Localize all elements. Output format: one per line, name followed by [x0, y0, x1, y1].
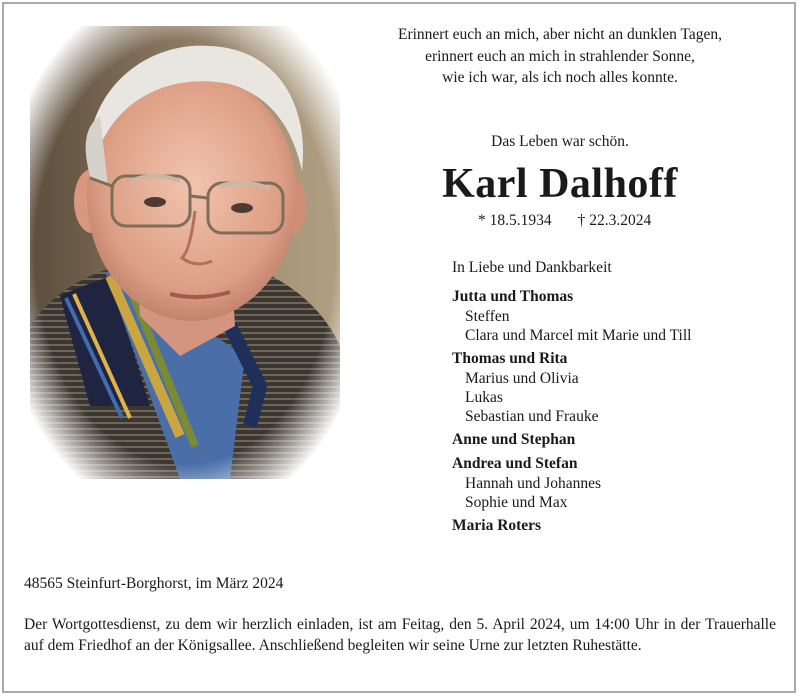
place-and-date: 48565 Steinfurt-Borghorst, im März 2024 — [24, 575, 284, 592]
family-head: Jutta und Thomas — [452, 288, 574, 305]
family-member: Clara und Marcel mit Marie und Till — [465, 327, 692, 344]
family-group — [452, 287, 782, 345]
family-head: Andrea und Stefan — [452, 455, 578, 472]
mourners-list — [452, 259, 782, 540]
family-member: Marius und Olivia — [465, 370, 579, 387]
death-date: † 22.3.2024 — [577, 212, 652, 229]
mourners-intro: In Liebe und Dankbarkeit — [452, 259, 612, 276]
family-head: Thomas und Rita — [452, 350, 568, 367]
portrait-illustration — [30, 26, 340, 479]
motto: Das Leben war schön. — [491, 133, 629, 150]
family-group — [452, 349, 782, 426]
family-group — [452, 454, 782, 512]
portrait-photo — [30, 26, 340, 479]
family-member: Lukas — [465, 389, 503, 406]
family-member: Sebastian und Frauke — [465, 408, 599, 425]
family-group — [452, 516, 782, 536]
family-head: Maria Roters — [452, 517, 542, 534]
family-head: Anne und Stephan — [452, 431, 576, 448]
deceased-name: Karl Dalhoff — [442, 161, 678, 207]
family-member: Hannah und Johannes — [465, 475, 602, 492]
family-group — [452, 430, 782, 450]
life-dates — [478, 212, 738, 230]
service-information: Der Wortgottesdienst, zu dem wir herzlich einladen, ist am Feitag, den 5. April 2024, um 14:00 Uhr in der Trauerhalle auf dem Friedhof an der Königsallee. Anschließend begleiten wir seine Urne zur letzten Ruhestätte. — [24, 616, 776, 654]
quote-line: erinnert euch an mich in strahlender Sonne, — [425, 47, 695, 65]
quote-line: wie ich war, als ich noch alles konnte. — [442, 69, 678, 86]
birth-date: * 18.5.1934 — [478, 212, 552, 229]
family-member: Sophie und Max — [465, 494, 568, 511]
family-member: Steffen — [465, 308, 510, 325]
quote-line: Erinnert euch an mich, aber nicht an dunklen Tagen, — [397, 26, 722, 43]
memorial-quote — [358, 24, 762, 89]
